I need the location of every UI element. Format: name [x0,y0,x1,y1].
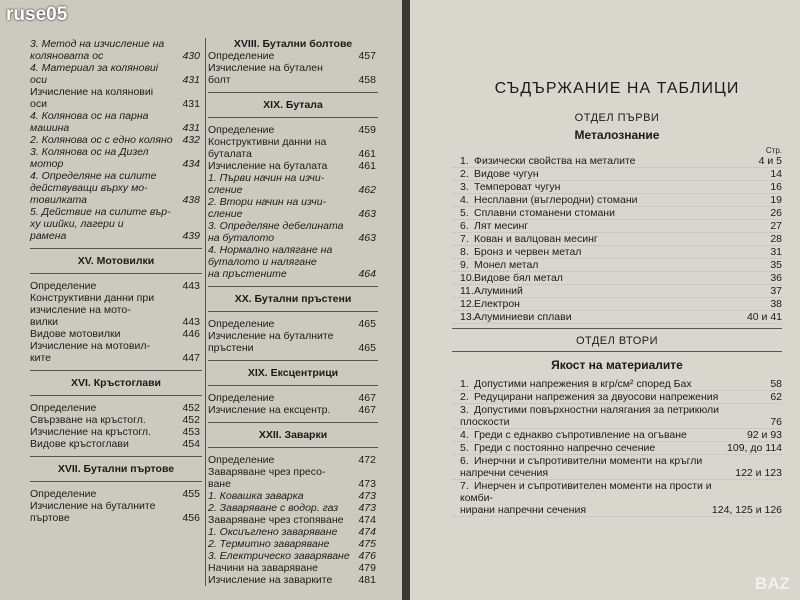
table-entry-number: 4. [460,429,469,441]
table-entry-page: 16 [770,181,782,193]
table-entry-number: 1. [460,378,469,390]
toc-entry-text: 4. Коляновa ос на парна машина [30,110,149,134]
toc-entry [208,550,378,562]
table-entry-number: 3. [460,181,469,193]
toc-column-1 [30,38,202,524]
toc-entry [208,172,378,196]
table-entry [452,168,782,181]
watermark-logo: BAZ [755,574,790,593]
toc-entry-text: Определение [208,318,275,330]
toc-entry-text: Изчисление на бутален болт [208,62,323,86]
book-spine [402,0,410,600]
toc-entry-page: 447 [182,352,200,364]
watermark: ruse05 [6,4,68,25]
table-entry [452,259,782,272]
table-entry [452,298,782,311]
table-entry-number: 8. [460,246,469,258]
toc-entry-text: Изчисление на кръстогл. [30,426,151,438]
toc-entry-page: 463 [358,208,376,220]
toc-entry-page: 461 [358,160,376,172]
table-entry-text: Редуцирани напрежения за двуосови напрежения [474,391,719,403]
toc-entry-text: 4. Материал за коляновиі оси [30,62,159,86]
table-entry [452,220,782,233]
toc-entry [30,110,202,134]
toc-entry [208,574,378,586]
table-entry-number: 13. [460,311,475,323]
toc-entry-text: Определение [208,454,275,466]
toc-entry-page: 473 [358,490,376,502]
table-entry-page: 58 [770,378,782,390]
toc-entry-text: 3. Електрическо заваряване [208,550,350,562]
table-entry-page: 40 и 41 [746,311,782,323]
toc-entry [30,170,202,206]
toc-entry-page: 452 [182,414,200,426]
table-entry-page: 122 и 123 [735,467,782,479]
section-heading: XVIII. Бутални болтове [233,38,353,50]
toc-entry-page: 465 [358,342,376,354]
toc-entry [30,292,202,328]
right-page [410,0,800,600]
table-entry-text: Бронз и червен метал [474,246,582,258]
table-entry-number: 7. [460,480,469,492]
toc-entry-page: 465 [358,318,376,330]
divider [452,351,782,352]
divider [30,273,202,274]
toc-entry-text: 3. Определяне дебелината на буталото [208,220,344,244]
divider [30,370,202,371]
toc-entry [208,538,378,550]
contents-title: СЪДЪРЖАНИЕ НА ТАБЛИЦИ [494,80,740,97]
toc-entry-text: Определение [208,50,275,62]
toc-entry-text: 5. Действие на силите вър- ху шийки, лагери и рамена [30,206,171,242]
page-column-label: Стр. [765,146,782,155]
table-entry-number: 5. [460,207,469,219]
toc-entry [208,50,378,62]
toc-entry-page: 457 [358,50,376,62]
toc-entry-text: 1. Оксиъглено заваряване [208,526,338,538]
toc-entry [30,340,202,364]
section-heading: XVII. Бутални пъртове [57,463,175,475]
toc-entry-text: Определение [30,488,97,500]
toc-entry-text: 2. Колянова ос с едно коляно [30,134,173,146]
table-entry-text: Несплавни (въглеродни) стомани [474,194,638,206]
toc-entry-text: Видове кръстоглави [30,438,129,450]
toc-entry-page: 481 [358,574,376,586]
table-entry-number: 11. [460,285,474,297]
part-heading: ОТДЕЛ ВТОРИ [575,335,659,347]
toc-entry [208,318,378,330]
toc-entry-text: 1. Ковашка заварка [208,490,304,502]
table-entry-number: 2. [460,391,469,403]
table-entry-number: 9. [460,259,469,271]
toc-entry-text: Свързване на кръстогл. [30,414,146,426]
toc-entry-text: 2. Термитно заваряване [208,538,330,550]
toc-entry [208,466,378,490]
table-entry-text: Алуминиеви сплави [474,311,572,323]
table-entry-text: Греди с еднакво съпротивление на огъване [474,429,687,441]
toc-entry [208,220,378,244]
toc-entry-page: 458 [358,74,376,86]
toc-entry-page: 479 [358,562,376,574]
table-entry [452,207,782,220]
toc-entry-page: 431 [182,98,200,110]
table-entry-text: Сплавни стоманени стомани [474,207,615,219]
table-entry-page: 4 и 5 [758,155,782,167]
toc-entry [30,488,202,500]
toc-entry-page: 443 [182,280,200,292]
toc-entry-page: 431 [182,74,200,86]
table-entry-page: 124, 125 и 126 [711,504,782,516]
toc-entry-page: 443 [182,316,200,328]
table-entry-number: 3. [460,404,469,416]
table-entry-page: 26 [770,207,782,219]
toc-entry-page: 431 [182,122,200,134]
toc-entry-page: 464 [358,268,376,280]
table-entry-page: 19 [770,194,782,206]
table-entry-page: 28 [770,233,782,245]
toc-entry [208,160,378,172]
toc-entry-page: 472 [358,454,376,466]
section-heading: XV. Мотовилки [77,255,155,267]
table-entry [452,378,782,391]
toc-entry [30,38,202,62]
table-entry [452,246,782,259]
table-entry-page: 36 [770,272,782,284]
divider [208,286,378,287]
table-entry-number: 6. [460,220,469,232]
toc-entry-page: 430 [182,50,200,62]
table-entry-number: 5. [460,442,469,454]
toc-entry [208,454,378,466]
table-entry-text: Греди с постоянно напречно сечение [474,442,656,454]
toc-entry-text: Заваряване чрез пресо- ване [208,466,326,490]
divider [30,395,202,396]
table-entry-page: 109, до 114 [727,442,782,454]
table-entry-text: Монел метал [474,259,539,271]
table-entry-text: Допустими напрежения в кгр/см² според Бах [474,378,692,390]
divider [452,328,782,329]
table-entry-page: 27 [770,220,782,232]
divider [30,481,202,482]
toc-entry [30,414,202,426]
table-entry-page: 62 [770,391,782,403]
toc-column-2 [205,38,378,586]
toc-entry [208,502,378,514]
section-heading: XVI. Кръстоглави [70,377,162,389]
toc-entry-page: 453 [182,426,200,438]
toc-entry [30,426,202,438]
toc-entry-page: 467 [358,404,376,416]
table-entry-text: Физически свойства на металите [474,155,636,167]
toc-entry-page: 432 [182,134,200,146]
toc-entry [30,500,202,524]
toc-entry-page: 462 [358,184,376,196]
toc-entry [208,514,378,526]
toc-entry-text: Изчисление на буталата [208,160,328,172]
toc-entry-text: 2. Заваряване с водор. газ [208,502,339,514]
divider [208,92,378,93]
divider [30,456,202,457]
tables-contents [452,80,782,517]
toc-entry-text: Конструктивни данни на буталата [208,136,327,160]
divider [208,422,378,423]
toc-entry-page: 461 [358,148,376,160]
toc-entry [208,196,378,220]
toc-entry [30,328,202,340]
toc-entry [208,244,378,280]
toc-entry-text: Определение [30,402,97,414]
toc-entry [208,136,378,160]
toc-entry [30,134,202,146]
table-entry-text: Темпероват чугун [474,181,561,193]
toc-entry-text: 4. Определяне на силите действуващи върху мо- товилката [30,170,157,206]
table-entry [452,442,782,455]
toc-entry-text: Изчисление на мотовил- ките [30,340,150,364]
toc-entry [208,124,378,136]
toc-entry-page: 455 [182,488,200,500]
table-entry-text: Алуминий [474,285,523,297]
part-subheading: Якост на материалите [551,358,683,372]
table-entry-text: Инерчни и съпротивителни моменти на кръгли напречни сечения [460,455,703,479]
table-entry [452,391,782,404]
table-entry-page: 92 и 93 [746,429,782,441]
toc-entry-text: Изчисление на буталните пъртове [30,500,156,524]
toc-entry-text: Изчисление на заварките [208,574,333,586]
toc-entry [30,438,202,450]
table-entry-text: Лят месинг [474,220,529,232]
divider [208,311,378,312]
divider [208,360,378,361]
toc-entry [30,206,202,242]
table-entry-text: Електрон [474,298,520,310]
toc-entry-text: Изчисление на буталните пръстени [208,330,334,354]
part-heading: ОТДЕЛ ПЪРВИ [574,112,660,124]
table-entry-number: 7. [460,233,469,245]
toc-entry-page: 456 [182,512,200,524]
toc-entry [30,146,202,170]
toc-entry-page: 463 [358,232,376,244]
table-entry [452,404,782,429]
table-entry [452,285,782,298]
toc-entry-text: Определение [208,392,275,404]
toc-entry-page: 475 [358,538,376,550]
toc-entry-text: 1. Първи начин на изчи- сление [208,172,325,196]
table-entry-page: 38 [770,298,782,310]
toc-entry-text: Изчисление на коляновиі оси [30,86,154,110]
tables-list-1 [452,155,782,324]
toc-entry-text: Видове мотовилки [30,328,121,340]
divider [30,248,202,249]
table-entry-page: 31 [770,246,782,258]
toc-entry-page: 439 [182,230,200,242]
toc-entry-text: Конструктивни данни при изчисление на мото- вилки [30,292,155,328]
toc-entry [30,86,202,110]
toc-entry-text: Заваряване чрез стопяване [208,514,344,526]
toc-entry [208,404,378,416]
table-entry-page: 76 [770,416,782,428]
toc-entry [208,490,378,502]
table-entry [452,311,782,324]
table-entry-number: 10. [460,272,475,284]
toc-entry-page: 438 [182,194,200,206]
tables-list-2 [452,378,782,517]
table-entry-text: Кован и валцован месинг [474,233,598,245]
toc-entry-text: Начини на заваряване [208,562,318,574]
toc-entry-page: 474 [358,514,376,526]
toc-entry-page: 476 [358,550,376,562]
toc-entry-page: 452 [182,402,200,414]
toc-entry-text: 3. Колянова ос на Дизел мотор [30,146,149,170]
divider [208,385,378,386]
section-heading: XX. Бутални пръстени [234,293,352,305]
table-entry [452,272,782,285]
table-entry [452,480,782,517]
table-entry-text: Видове чугун [474,168,539,180]
table-entry-number: 12. [460,298,475,310]
toc-entry-page: 473 [358,478,376,490]
table-entry-number: 4. [460,194,469,206]
toc-entry [208,392,378,404]
table-entry-number: 1. [460,155,469,167]
toc-entry-page: 473 [358,502,376,514]
table-entry [452,455,782,480]
table-entry-text: Видове бял метал [474,272,563,284]
toc-entry-page: 474 [358,526,376,538]
toc-entry [208,562,378,574]
divider [208,117,378,118]
table-entry [452,233,782,246]
toc-entry [30,402,202,414]
section-heading: XXII. Заварки [258,429,328,441]
toc-entry-text: 3. Метод на изчисление на коляновата ос [30,38,165,62]
table-entry [452,181,782,194]
toc-entry [30,62,202,86]
table-entry-page: 37 [770,285,782,297]
section-heading: XIX. Бутала [263,99,323,111]
toc-entry-text: Определение [30,280,97,292]
toc-entry-page: 467 [358,392,376,404]
toc-entry-page: 459 [358,124,376,136]
toc-entry-text: Изчисление на ексцентр. [208,404,331,416]
table-entry [452,429,782,442]
toc-entry [208,526,378,538]
toc-entry [30,280,202,292]
toc-entry-page: 434 [182,158,200,170]
table-entry-number: 6. [460,455,469,467]
table-entry [452,155,782,168]
table-entry [452,194,782,207]
toc-entry-text: 2. Втори начин на изчи- сление [208,196,327,220]
toc-entry [208,330,378,354]
toc-entry-page: 446 [182,328,200,340]
divider [208,447,378,448]
toc-entry-text: 4. Нормално налягане на буталото и налягане на пръстените [208,244,333,280]
table-entry-page: 35 [770,259,782,271]
toc-entry [208,62,378,86]
section-heading: XIX. Ексцентрици [247,367,339,379]
table-entry-page: 14 [770,168,782,180]
table-entry-text: Инерчен и съпротивителен моменти на прости и комби- нирани напречни сечения [460,480,712,516]
table-entry-number: 2. [460,168,469,180]
part-subheading: Металознание [574,128,660,142]
table-entry-text: Допустими повърхностни налягания за петрикюли плоскости [460,404,720,428]
toc-entry-page: 454 [182,438,200,450]
toc-entry-text: Определение [208,124,275,136]
